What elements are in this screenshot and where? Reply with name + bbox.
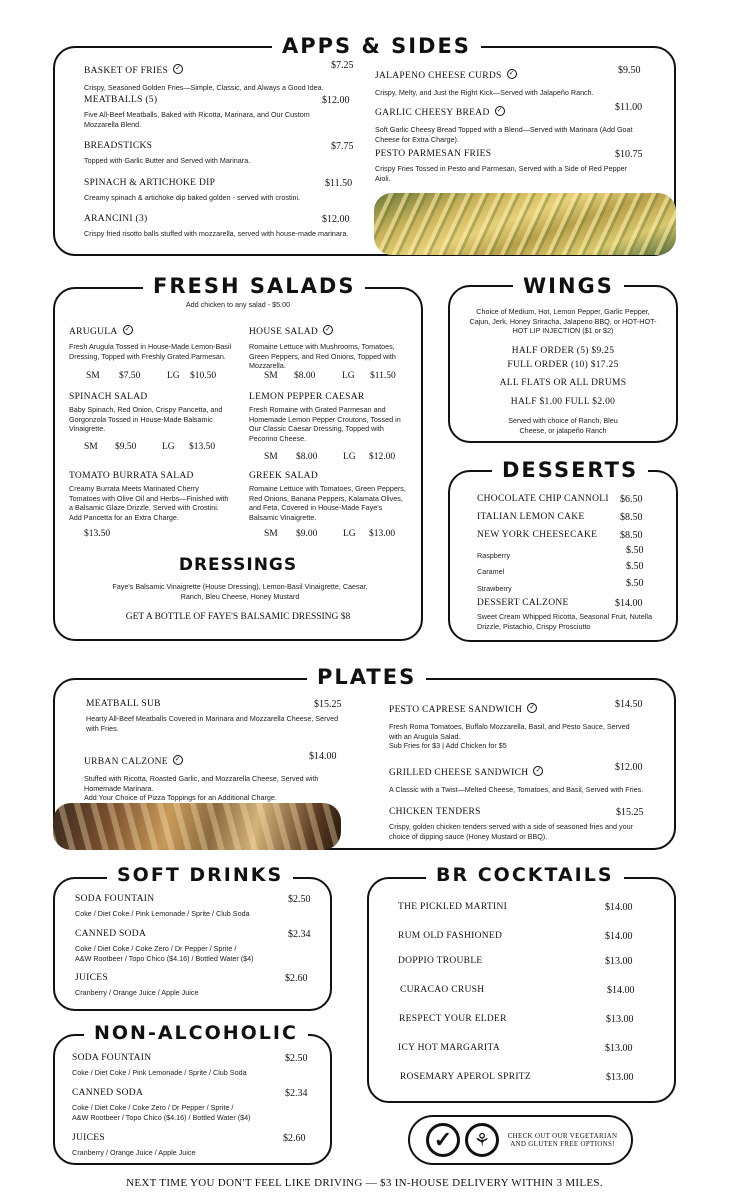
size-lg-price: $10.50 [190,371,217,381]
item-description: Sweet Cream Whipped Ricotta, Seasonal Fruit, Nutella Drizzle, Pistachio, Crispy Prosciutto [477,612,652,631]
dressings-list: Faye's Balsamic Vinaigrette (House Dressing), Lemon-Basil Vinaigrette, Caesar, Ranch, Bleu Cheese, Honey Mustard [112,582,368,601]
item-price: $10.75 [615,149,643,160]
item-note: Add Your Choice of Pizza Toppings for an Additional Charge. [84,793,277,803]
item-description: Crispy Fries Tossed in Pesto and Parmesan, Served with a Side of Red Pepper Aioli. [375,164,627,183]
item-name: SPINACH SALAD [69,392,148,402]
item-description: A Classic with a Twist—Melted Cheese, Tomatoes, and Basil, Served with Fries. [389,785,644,794]
item-description: Fresh Romaine with Grated Parmesan and Homemade Lemon Pepper Croutons, Tossed in Our Classic Caesar Dressing, Topped with Pecorino Cheese. [249,405,401,444]
cocktail-item [398,931,638,941]
topping-price: $.50 [626,578,644,589]
item-price: $14.00 [605,931,633,942]
item-description-2: A&W Rootbeer / Topo Chico ($4.16) / Bottled Water ($4) [72,1112,251,1122]
apps-title: APPS & SIDES [272,36,481,57]
topping-name: Raspberry [477,551,511,560]
legend-line-1: CHECK OUT OUR VEGETARIAN [507,1132,618,1140]
salad-item [249,321,414,381]
item-name: DOPPIO TROUBLE [398,956,483,966]
vegetarian-icon: ✓ [323,325,333,335]
item-name: TOMATO BURRATA SALAD [69,471,194,481]
item-name: CHICKEN TENDERS [389,807,481,817]
item-name: CURACAO CRUSH [400,985,485,995]
item-name: URBAN CALZONE [84,757,168,767]
item-price: $14.00 [615,598,643,609]
cocktail-item [400,985,640,995]
size-sm-label: SM [264,371,278,381]
item-name: ICY HOT MARGARITA [398,1043,500,1053]
vegetarian-icon: ✓ [173,64,183,74]
item-name: BASKET OF FRIES [84,66,169,76]
item-price: $7.25 [331,60,354,71]
item-description: Coke / Diet Coke / Coke Zero / Dr Pepper / Sprite / [75,944,237,953]
cocktail-item [398,902,638,912]
item-name: ARUGULA [69,327,118,337]
size-sm-label: SM [84,442,98,452]
item-description: Topped with Garlic Butter and Served with Marinara. [84,156,251,165]
wings-half-order: HALF ORDER (5) $9.25 [511,346,615,356]
item-description: Fresh Roma Tomatoes, Buffalo Mozzarella, Basil, and Pesto Sauce, Served with an Arugula Salad. [389,722,630,741]
item-name: GRILLED CHEESE SANDWICH [389,768,529,778]
vegetarian-icon: ✓ [123,325,133,335]
menu-item [86,699,346,733]
item-price: $13.00 [606,1014,634,1025]
salads-subtitle: Add chicken to any salad - $5.00 [185,300,291,309]
item-price: $8.50 [620,530,643,541]
item-name: ARANCINI (3) [84,214,148,224]
size-lg-label: LG [342,371,355,381]
item-price: $14.00 [605,902,633,913]
calzone-photo [53,803,341,850]
item-name: NEW YORK CHEESECAKE [477,530,598,540]
dessert-item [477,512,647,522]
item-name: ITALIAN LEMON CAKE [477,512,585,522]
vegetarian-icon: ✓ [173,755,183,765]
item-description: Crispy, Melty, and Just the Right Kick—Served with Jalapeño Ranch. [375,88,594,97]
salads-title: FRESH SALADS [143,276,365,297]
wings-flats-drums-price: HALF $1.00 FULL $2.00 [510,397,616,407]
wings-full-order: FULL ORDER (10) $17.25 [507,360,619,370]
size-lg-label: LG [162,442,175,452]
item-price: $11.00 [615,102,643,113]
item-description: Cranberry / Orange Juice / Apple Juice [72,1148,196,1157]
salad-item [249,392,414,462]
item-name: GARLIC CHEESY BREAD [375,108,490,118]
item-name: LEMON PEPPER CAESAR [249,392,365,402]
vegetarian-icon: ✓ [426,1123,460,1157]
drink-item [75,894,315,919]
salad-item [69,321,239,381]
item-name: RESPECT YOUR ELDER [399,1014,507,1024]
dessert-item [477,598,652,631]
item-price: $13.00 [605,1043,633,1054]
item-description: Romaine Lettuce with Mushrooms, Tomatoes, Green Peppers, and Red Onions, Topped with Mozzarella. [249,342,396,371]
item-description: Crispy fried risotto balls stuffed with mozzarella, served with house-made marinara. [84,229,349,238]
item-name: CANNED SODA [72,1088,144,1098]
menu-item [389,807,654,841]
menu-item [84,60,354,93]
item-description: Hearty All-Beef Meatballs Covered in Marinara and Mozzarella Cheese, Served with Fries. [86,714,339,733]
gluten-free-icon: ⚘ [465,1123,499,1157]
size-sm-label: SM [86,371,100,381]
wings-flavors: Choice of Medium, Hot, Lemon Pepper, Garlic Pepper, Cajun, Jerk, Honey Sriracha, Jalapeno BBQ, or HOT-HOT-HOT LIP INJECTION ($1 or $2) [469,307,657,336]
item-name: PESTO CAPRESE SANDWICH [389,705,523,715]
item-description: Coke / Diet Coke / Pink Lemonade / Sprite / Club Soda [72,1068,247,1077]
item-name: RUM OLD FASHIONED [398,931,503,941]
item-description: Five All-Beef Meatballs, Baked with Ricotta, Marinara, and Our Custom Mozzarella Blend. [84,110,310,129]
non-alcoholic-title: NON-ALCOHOLIC [84,1024,308,1043]
drink-item [75,973,315,998]
item-price: $13.00 [605,956,633,967]
item-price: $2.50 [285,1053,308,1064]
item-name: SODA FOUNTAIN [72,1053,152,1063]
item-description: Stuffed with Ricotta, Roasted Garlic, and Mozzarella Cheese, Served with Homemade Marinara. [84,774,319,793]
drink-item [75,929,315,963]
topping-price: $.50 [626,561,644,572]
item-price: $14.50 [615,699,643,710]
wings-flats-drums: ALL FLATS OR ALL DRUMS [499,378,627,388]
dessert-item [477,494,647,504]
item-description: Creamy Burrata Meets Marinated Cherry Tomatoes with Olive Oil and Herbs—Finished with a Balsamic Glaze Drizzle. Served with Crostini. Add Pancetta for an Extra Charge. [69,484,229,523]
item-name: THE PICKLED MARTINI [398,902,508,912]
menu-item [84,214,354,239]
size-sm-price: $7.50 [119,371,141,381]
size-lg-label: LG [343,452,356,462]
item-name: MEATBALLS (5) [84,95,158,105]
item-description: Romaine Lettuce with Tomatoes, Green Peppers, Red Onions, Banana Peppers, Kalamata Olives, and Feta, Covered in House-Made Faye's Balsamic Vinaigrette. [249,484,406,523]
vegetarian-icon: ✓ [495,106,505,116]
item-description: Coke / Diet Coke / Pink Lemonade / Sprite / Club Soda [75,909,250,918]
legend-text [500,1132,625,1148]
cocktail-item [399,1014,639,1024]
size-lg-label: LG [167,371,180,381]
size-lg-price: $11.50 [370,371,396,381]
menu-item [375,65,645,98]
drink-item [72,1133,312,1158]
salad-item [249,471,414,539]
item-name: JALAPENO CHEESE CURDS [375,71,502,81]
item-price: $2.34 [288,929,311,940]
drink-item [72,1088,312,1122]
item-description-2: A&W Rootbeer / Topo Chico ($4.16) / Bottled Water ($4) [75,953,254,963]
menu-item [84,751,344,803]
topping-price: $.50 [626,545,644,556]
cocktail-item [398,1043,638,1053]
menu-item [84,95,354,129]
item-description: Cranberry / Orange Juice / Apple Juice [75,988,199,997]
item-name: GREEK SALAD [249,471,319,481]
dressing-bottle-offer: GET A BOTTLE OF FAYE'S BALSAMIC DRESSING $8 [125,612,351,622]
item-price: $11.50 [325,178,353,189]
item-price: $15.25 [616,807,644,818]
item-name: PESTO PARMESAN FRIES [375,149,492,159]
item-price: $8.50 [620,512,643,523]
item-price: $9.50 [618,65,641,76]
size-sm-price: $8.00 [296,452,318,462]
item-name: SODA FOUNTAIN [75,894,155,904]
desserts-title: DESSERTS [492,460,648,481]
menu-item [389,699,649,751]
cocktail-item [400,1072,640,1082]
salad-item [69,471,239,539]
delivery-footer: NEXT TIME YOU DON'T FEEL LIKE DRIVING — $3 IN-HOUSE DELIVERY WITHIN 3 MILES. [126,1177,603,1189]
menu-item [84,178,354,203]
salad-item [69,392,239,452]
item-name: HOUSE SALAD [249,327,319,337]
item-description: Fresh Arugula Tossed in House-Made Lemon-Basil Dressing, Topped with Freshly Grated Parmesan. [69,342,232,361]
wings-served-with: Served with choice of Ranch, Bleu Cheese, or jalapeño Ranch [508,416,618,435]
item-name: JUICES [75,973,108,983]
menu-item [375,149,645,183]
size-lg-price: $13.00 [369,529,396,539]
item-price: $2.50 [288,894,311,905]
size-lg-price: $12.00 [369,452,396,462]
size-sm-label: SM [264,529,278,539]
item-name: MEATBALL SUB [86,699,161,709]
item-note: Sub Fries for $3 | Add Chicken for $5 [389,741,507,751]
dessert-item [477,530,647,540]
item-name: SPINACH & ARTICHOKE DIP [84,178,216,188]
item-name: JUICES [72,1133,105,1143]
item-description: Baby Spinach, Red Onion, Crispy Pancetta, and Gorgonzola Tossed in House-Made Balsamic Vinaigrette. [69,405,223,434]
item-price: $2.60 [285,973,308,984]
size-sm-price: $9.50 [115,442,137,452]
topping-name: Caramel [477,567,505,576]
dressings-title: DRESSINGS [178,555,298,575]
plates-title: PLATES [307,667,426,688]
size-sm-price: $9.00 [296,529,318,539]
item-price: $13.00 [606,1072,634,1083]
menu-item [375,102,645,144]
legend-line-2: AND GLUTEN FREE OPTIONS! [510,1140,615,1148]
item-price: $2.60 [283,1133,306,1144]
item-price: $12.00 [615,762,643,773]
cocktail-item [398,956,638,966]
size-lg-label: LG [343,529,356,539]
vegetarian-icon: ✓ [507,69,517,79]
cocktails-title: BR COCKTAILS [426,866,624,885]
drink-item [72,1053,312,1078]
item-price: $14.00 [607,985,635,996]
item-price: $12.00 [322,214,350,225]
item-name: ROSEMARY APEROL SPRITZ [400,1072,532,1082]
menu-item [389,762,649,795]
item-name: CANNED SODA [75,929,147,939]
item-price: $15.25 [314,699,342,710]
vegetarian-icon: ✓ [533,766,543,776]
menu-item [84,141,354,166]
item-price: $12.00 [322,95,350,106]
item-description: Crispy, Seasoned Golden Fries—Simple, Classic, and Always a Good Idea. [84,83,324,92]
vegetarian-icon: ✓ [527,703,537,713]
item-price: $14.00 [309,751,337,762]
size-sm-label: SM [264,452,278,462]
soft-drinks-title: SOFT DRINKS [107,866,293,885]
item-name: CHOCOLATE CHIP CANNOLI [477,494,609,504]
topping-name: Strawberry [477,584,512,593]
item-description: Soft Garlic Cheesy Bread Topped with a Blend—Served with Marinara (Add Goat Cheese for Extra Charge). [375,125,633,144]
item-price: $6.50 [620,494,643,505]
item-name: DESSERT CALZONE [477,598,569,608]
pesto-fries-photo [374,193,676,255]
item-description: Coke / Diet Coke / Coke Zero / Dr Pepper / Sprite / [72,1103,234,1112]
size-lg-price: $13.50 [189,442,216,452]
item-price: $7.75 [331,141,354,152]
item-description: Crispy, golden chicken tenders served with a side of seasoned fries and your choice of dipping sauce (Honey Mustard or BBQ). [389,822,633,841]
item-name: BREADSTICKS [84,141,153,151]
item-description: Creamy spinach & artichoke dip baked golden - served with crostini. [84,193,301,202]
cheesecake-topping [477,578,647,596]
item-price: $13.50 [84,529,111,539]
item-price: $2.34 [285,1088,308,1099]
wings-title: WINGS [513,276,624,297]
cheesecake-topping [477,561,647,579]
size-sm-price: $8.00 [294,371,316,381]
